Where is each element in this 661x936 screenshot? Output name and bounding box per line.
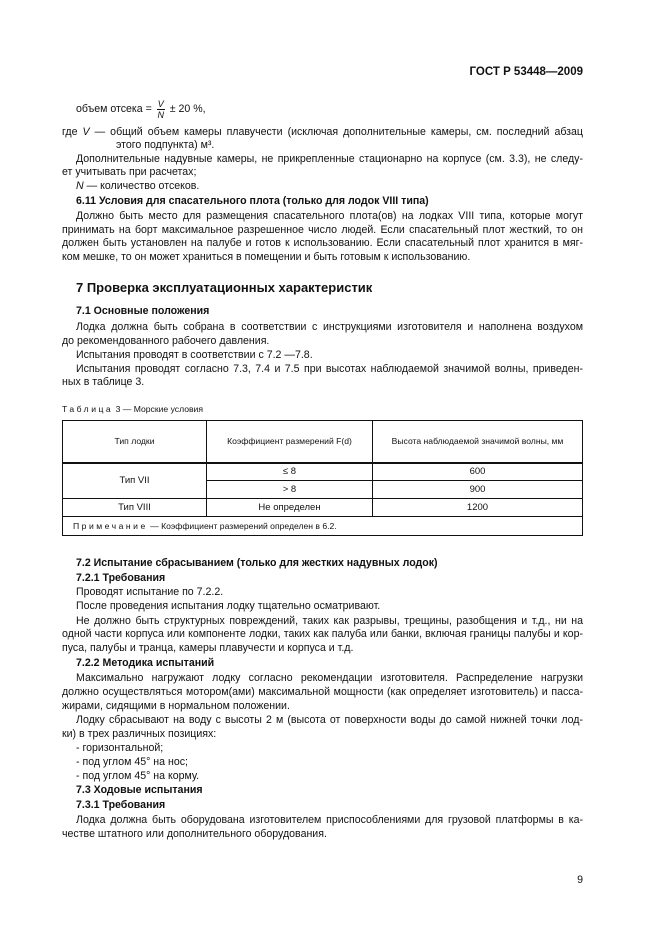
paragraph-line: Не должно быть структурных повреждений, таких как разрывы, трещины, разобщения и т.д., ни на <box>76 615 583 627</box>
cell-coef: ≤ 8 <box>207 463 373 481</box>
header-cell: Высота наблюдаемой значимой волны, мм <box>373 421 583 463</box>
n-definition <box>76 180 583 193</box>
formula <box>76 98 583 120</box>
paragraph-line: честве штатного или дополнительного оборудования. <box>62 828 327 840</box>
where-prefix: где <box>62 126 78 138</box>
paragraph-line: Лодку сбрасывают на воду с высоты 2 м (высота от поверхности воды до самой нижней точки лод- <box>76 714 583 726</box>
note-rest: — Коэффициент размерений определен в 6.2. <box>147 521 337 531</box>
denominator: N <box>157 109 165 120</box>
fraction <box>157 99 165 120</box>
paragraph-line: Лодка должна быть собрана в соответствии с инструкциями изготовителя и наполнена воздухом <box>76 321 583 333</box>
section-7-1-heading: 7.1 Основные положения <box>76 305 210 317</box>
sea-conditions-table <box>62 420 583 536</box>
table-caption <box>62 403 583 416</box>
caption-rest: 3 — Морские условия <box>115 404 203 414</box>
list-item: - под углом 45° на корму. <box>76 770 200 782</box>
caption-word: Таблица <box>62 404 114 414</box>
paragraph-line: После проведения испытания лодку тщательно осматривают. <box>76 600 381 612</box>
page-number: 9 <box>577 874 583 886</box>
numerator: V <box>157 98 164 109</box>
paragraph-line: ки) в трех различных позициях: <box>62 728 217 740</box>
header-cell: Тип лодки <box>63 421 207 463</box>
table-row <box>63 499 583 517</box>
var-n: N <box>76 180 84 192</box>
paragraph-line: одной части корпуса или компоненте лодки, таких как палуба или банки, включая границы палубы и кор- <box>62 628 583 640</box>
paragraph-line: должен быть установлен на палубе и готов к использованию. Если спасательный плот хранится в мяг- <box>62 237 583 249</box>
n-text: — количество отсеков. <box>83 180 200 192</box>
section-7-2-2-heading: 7.2.2 Методика испытаний <box>76 657 215 669</box>
cell-type: Тип VIII <box>63 499 207 517</box>
where-cont: этого подпункта) м³. <box>116 139 215 151</box>
cell-height: 600 <box>373 463 583 481</box>
paragraph-line: Максимально нагружают лодку согласно рекомендации изготовителя. Распределение нагрузки <box>76 672 583 684</box>
table-note <box>63 517 583 536</box>
paragraph-line: жирами, сидящими в нормальном положении. <box>62 700 290 712</box>
section-6-11-heading: 6.11 Условия для спасательного плота (только для лодок VIII типа) <box>76 195 429 207</box>
note-word: Примечание <box>73 521 148 531</box>
paragraph-line: должно осуществляться мотором(ами) максимальной мощности (как определяет изготовитель) и пасса- <box>62 686 583 698</box>
paragraph-line: Испытания проводят согласно 7.3, 7.4 и 7.5 при высотах наблюдаемой значимой волны, приведен- <box>76 363 583 375</box>
where-line <box>62 126 583 139</box>
paragraph-line: Лодка должна быть оборудована изготовителем приспособлениями для грузовой платформы в ка- <box>76 814 583 826</box>
section-7-heading: 7 Проверка эксплуатационных характеристик <box>76 280 373 295</box>
section-7-2-1-heading: 7.2.1 Требования <box>76 572 166 584</box>
paragraph-line: Должно быть место для размещения спасательного плота(ов) на лодках VIII типа, которые могут <box>76 210 583 222</box>
formula-rhs: ± 20 %, <box>169 103 206 115</box>
paragraph-line: ком мешке, то он может храниться в помещении и быть готовым к использованию. <box>62 251 471 263</box>
var-v: V <box>82 126 90 138</box>
cell-height: 1200 <box>373 499 583 517</box>
table-note-row <box>63 517 583 536</box>
section-7-2-heading: 7.2 Испытание сбрасыванием (только для жестких надувных лодок) <box>76 557 438 569</box>
paragraph-line: до рекомендованного рабочего давления. <box>62 335 270 347</box>
formula-lhs: объем отсека = <box>76 103 152 115</box>
cell-height: 900 <box>373 481 583 499</box>
cell-coef: Не определен <box>207 499 373 517</box>
paragraph-line: Испытания проводят в соответствии с 7.2 —7.8. <box>76 349 313 361</box>
list-item: - горизонтальной; <box>76 742 164 754</box>
where-text: — общий объем камеры плавучести (исключая дополнительные камеры, см. последний абзац <box>89 126 583 138</box>
paragraph-line: ет учитывать при расчетах; <box>62 166 197 178</box>
paragraph-line: Проводят испытание по 7.2.2. <box>76 586 224 598</box>
table-row <box>63 463 583 481</box>
cell-type: Тип VII <box>63 463 207 499</box>
section-7-3-1-heading: 7.3.1 Требования <box>76 799 166 811</box>
paragraph-line: ных в таблице 3. <box>62 376 145 388</box>
header-cell: Коэффициент размерений F(d) <box>207 421 373 463</box>
paragraph-line: Дополнительные надувные камеры, не прикрепленные стационарно на корпусе (см. 3.3), не следу- <box>76 153 583 165</box>
section-7-3-heading: 7.3 Ходовые испытания <box>76 784 203 796</box>
paragraph-line: пуса, палубы и транца, камеры плавучести и корпуса и т.д. <box>62 642 354 654</box>
list-item: - под углом 45° на нос; <box>76 756 188 768</box>
cell-coef: > 8 <box>207 481 373 499</box>
document-id: ГОСТ Р 53448—2009 <box>469 66 583 78</box>
paragraph-line: принимать на борт максимальное разрешенное число людей. Если спасательный плот жесткий, то он <box>62 224 583 236</box>
